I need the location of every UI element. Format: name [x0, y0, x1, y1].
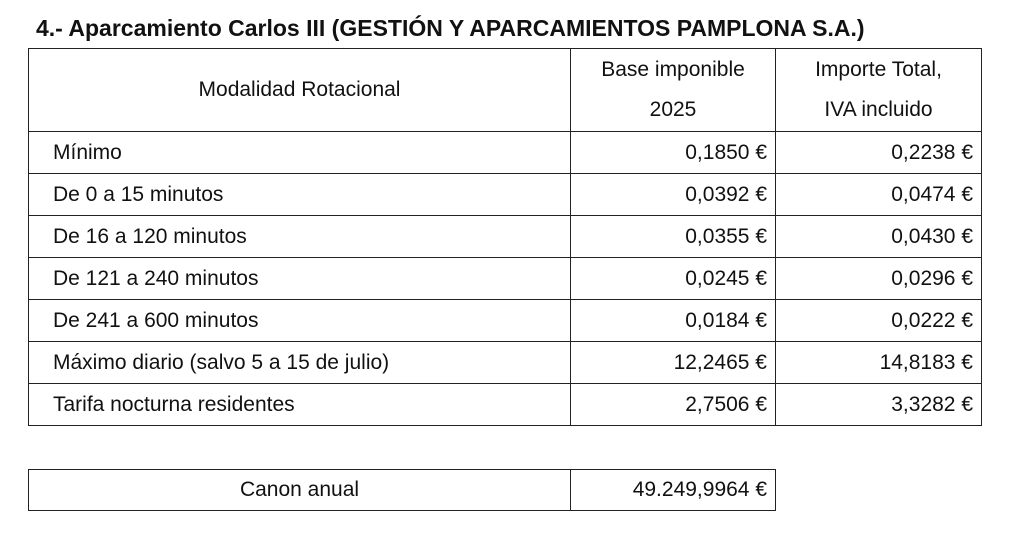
header-base-imponible	[571, 49, 776, 132]
header-base-line1: Base imponible	[601, 58, 745, 81]
row-base: 2,7506 €	[571, 384, 776, 426]
row-label: De 0 a 15 minutos	[29, 174, 571, 216]
header-total-line1: Importe Total,	[815, 58, 942, 81]
row-total: 0,0222 €	[776, 300, 982, 342]
row-total: 3,3282 €	[776, 384, 982, 426]
row-base: 0,0184 €	[571, 300, 776, 342]
table-row	[29, 258, 982, 300]
table-row	[29, 384, 982, 426]
row-label: De 16 a 120 minutos	[29, 216, 571, 258]
header-modalidad: Modalidad Rotacional	[29, 49, 571, 132]
canon-row	[29, 470, 776, 511]
row-base: 0,0355 €	[571, 216, 776, 258]
row-base: 0,0392 €	[571, 174, 776, 216]
header-total-line2: IVA incluido	[824, 98, 933, 121]
row-label: Tarifa nocturna residentes	[29, 384, 571, 426]
tariff-table-header	[29, 49, 982, 132]
table-row	[29, 216, 982, 258]
row-label: Máximo diario (salvo 5 a 15 de julio)	[29, 342, 571, 384]
row-label: De 121 a 240 minutos	[29, 258, 571, 300]
row-label: Mínimo	[29, 132, 571, 174]
row-total: 0,0430 €	[776, 216, 982, 258]
canon-value: 49.249,9964 €	[571, 470, 776, 511]
row-base: 0,1850 €	[571, 132, 776, 174]
row-total: 0,0296 €	[776, 258, 982, 300]
tariff-table	[28, 48, 982, 426]
header-importe-total	[776, 49, 982, 132]
canon-label: Canon anual	[29, 470, 571, 511]
row-total: 0,0474 €	[776, 174, 982, 216]
table-row	[29, 300, 982, 342]
section-heading: 4.- Aparcamiento Carlos III (GESTIÓN Y APARCAMIENTOS PAMPLONA S.A.)	[36, 15, 865, 41]
table-row	[29, 132, 982, 174]
row-base: 12,2465 €	[571, 342, 776, 384]
row-label: De 241 a 600 minutos	[29, 300, 571, 342]
canon-table	[28, 469, 776, 511]
table-row	[29, 342, 982, 384]
row-total: 0,2238 €	[776, 132, 982, 174]
row-total: 14,8183 €	[776, 342, 982, 384]
header-base-line2: 2025	[649, 98, 697, 121]
table-row	[29, 174, 982, 216]
row-base: 0,0245 €	[571, 258, 776, 300]
